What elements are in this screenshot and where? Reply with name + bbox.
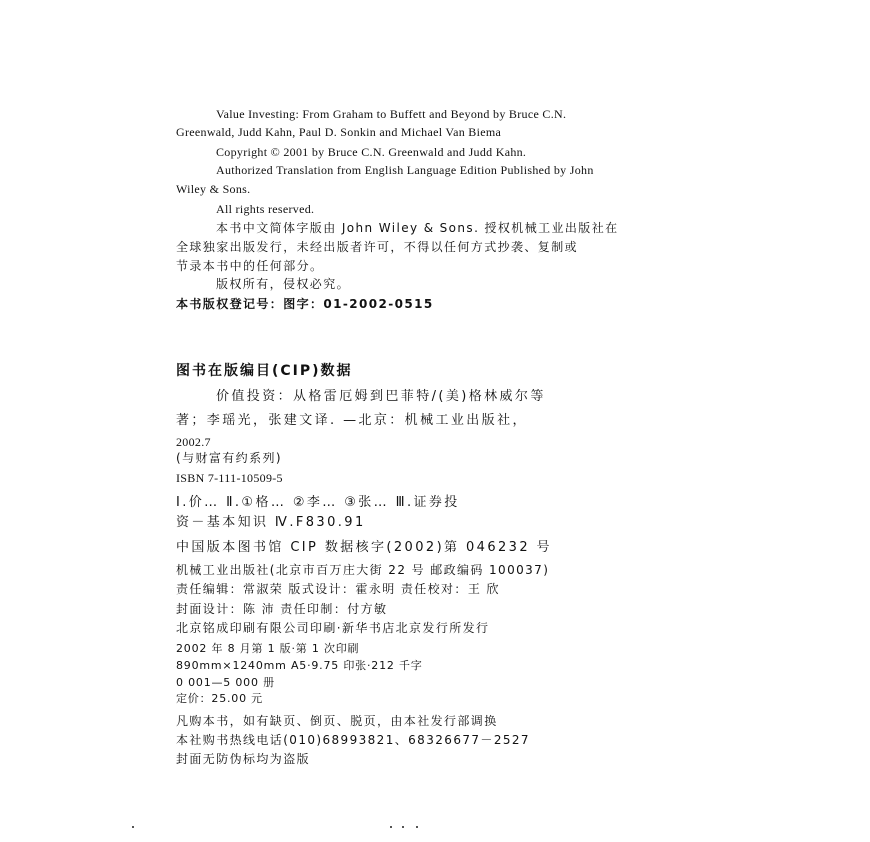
copyright-line: Copyright © 2001 by Bruce C.N. Greenwald and Judd Kahn. (216, 145, 527, 159)
copyright-line: Value Investing: From Graham to Buffett and Beyond by Bruce C.N. (216, 107, 567, 121)
notice-line: 封面无防伪标均为盗版 (176, 752, 311, 766)
cip-record: 中国版本图书馆 CIP 数据核字(2002)第 046232 号 (176, 540, 552, 555)
publisher-line: 0 001—5 000 册 (176, 676, 275, 689)
publisher-line: 责任编辑：常淑荣 版式设计：霍永明 责任校对：王 欣 (176, 582, 500, 596)
copyright-line: Greenwald, Judd Kahn, Paul D. Sonkin and Michael Van Biema (176, 125, 502, 139)
copyright-line: Wiley & Sons. (176, 182, 251, 196)
copyright-line: 全球独家出版发行，未经出版者许可，不得以任何方式抄袭、复制或 (176, 240, 579, 254)
cip-title: 图书在版编目(CIP)数据 (176, 363, 353, 379)
copyright-line: All rights reserved. (216, 202, 315, 216)
cip-line: 资－基本知识 Ⅳ.F830.91 (176, 515, 366, 530)
publisher-line: 封面设计：陈 沛 责任印制：付方敏 (176, 602, 388, 616)
publisher-line: 机械工业出版社(北京市百万庄大街 22 号 邮政编码 100037) (176, 563, 550, 577)
cip-line: 价值投资：从格雷厄姆到巴菲特/(美)格林威尔等 (216, 389, 546, 404)
copyright-line: 版权所有，侵权必究。 (216, 277, 351, 291)
publisher-line: 2002 年 8 月第 1 版·第 1 次印刷 (176, 642, 360, 655)
cip-line: 2002.7 (176, 435, 211, 449)
copyright-registration: 本书版权登记号：图字：01-2002-0515 (176, 297, 434, 311)
scan-speck (402, 826, 404, 828)
copyright-line: Authorized Translation from English Language Edition Published by John (216, 163, 594, 177)
notice-line: 凡购本书，如有缺页、倒页、脱页，由本社发行部调换 (176, 714, 498, 728)
cip-line: Ⅰ.价… Ⅱ.①格… ②李… ③张… Ⅲ.证券投 (176, 495, 460, 510)
copyright-line: 节录本书中的任何部分。 (176, 259, 324, 273)
cip-line: 著；李瑶光，张建文译. —北京：机械工业出版社， (176, 413, 528, 428)
publisher-price: 定价：25.00 元 (176, 692, 263, 705)
cip-isbn: ISBN 7-111-10509-5 (176, 471, 283, 485)
cip-line: (与财富有约系列) (176, 451, 282, 465)
scan-speck (132, 826, 134, 828)
scan-speck (390, 826, 392, 828)
scan-speck (416, 826, 418, 828)
copyright-line: 本书中文简体字版由 John Wiley & Sons. 授权机械工业出版社在 (216, 221, 619, 235)
notice-line: 本社购书热线电话(010)68993821、68326677－2527 (176, 733, 530, 747)
publisher-line: 890mm×1240mm A5·9.75 印张·212 千字 (176, 659, 423, 672)
publisher-line: 北京铭成印刷有限公司印刷·新华书店北京发行所发行 (176, 621, 490, 635)
